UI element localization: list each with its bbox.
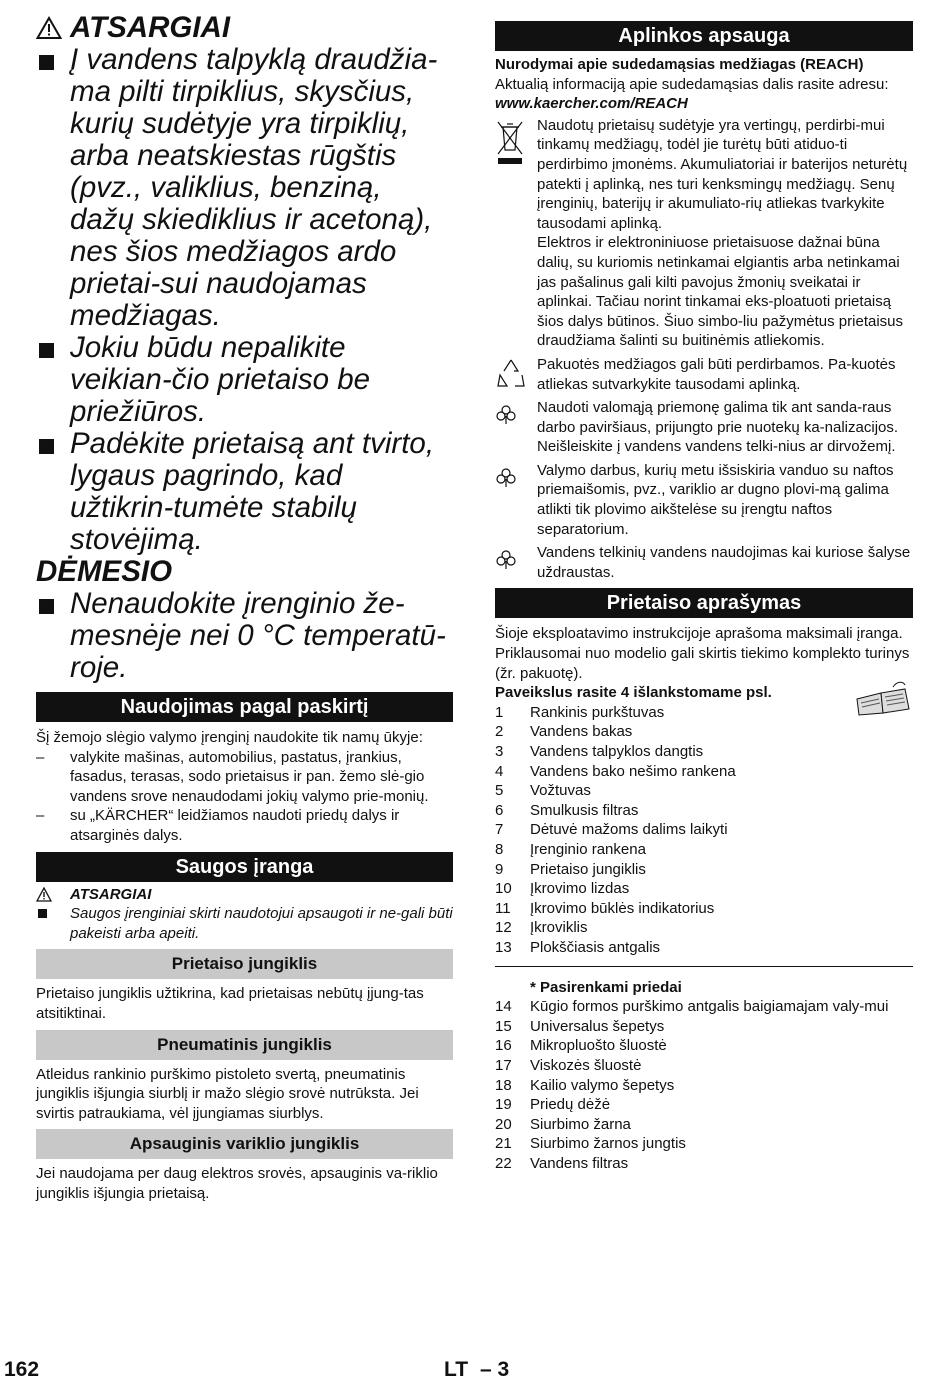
bullet-square-icon (39, 439, 54, 454)
reach-url: www.kaercher.com/REACH (495, 95, 688, 113)
bullet-square-icon (39, 343, 54, 358)
list-item: 14 Kūgio formos purškimo antgalis baigiamajam valy-mui (495, 998, 889, 1016)
bullet-square-icon (38, 909, 47, 918)
parts-list (495, 703, 913, 958)
list-item: 8 Įrenginio rankena (495, 840, 646, 858)
env-note: Naudoti valomąją priemonę galima tik ant sanda-raus darbo paviršiaus, prijungto prie nuotekų ka-nalizacijos. Neišleiskite į vandens vandens telki-nius ar dirvožemį. (495, 398, 913, 457)
motor-switch-text: Jei naudojama per daug elektros srovės, apsauginis va-riklio jungiklis išjungia prietaisą. (36, 1165, 438, 1202)
list-item: 3 Vandens talpyklos dangtis (495, 743, 704, 760)
motor-switch-heading: Apsauginis variklio jungiklis (36, 1129, 453, 1159)
device-switch-text: Prietaiso jungiklis užtikrina, kad prietaisas nebūtų įjung-tas atsitiktinai. (36, 985, 424, 1022)
pneumatic-switch-heading: Pneumatinis jungiklis (36, 1030, 453, 1060)
list-item: 12 Įkroviklis (495, 919, 588, 937)
environment-icon (495, 549, 517, 571)
list-item: 13 Plokščiasis antgalis (495, 938, 661, 956)
warning-title: ATSARGIAI (70, 11, 231, 44)
right-column (495, 21, 913, 1173)
divider (495, 966, 913, 967)
warning-heading (36, 12, 453, 44)
figure-reference (495, 683, 913, 703)
safety-warning-title: ATSARGIAI (70, 885, 152, 903)
caution-heading: DĖMESIO (36, 555, 173, 588)
environment-icon (495, 467, 517, 489)
warning-triangle-icon (36, 16, 62, 40)
caution-item: Nenaudokite įrenginio že-mesnėje nei 0 °C temperatū-roje. (36, 588, 453, 684)
warning-item: Jokiu būdu nepalikite veikian-čio prietaiso be priežiūros. (36, 332, 453, 428)
list-item: 21 Siurbimo žarnos jungtis (495, 1135, 686, 1153)
env-note: Vandens telkinių vandens naudojimas kai kuriose šalyse uždraustas. (495, 543, 913, 582)
optional-parts-list (495, 997, 913, 1173)
list-item: 11 Įkrovimo būklės indikatorius (495, 899, 715, 917)
device-switch-heading: Prietaiso jungiklis (36, 949, 453, 979)
intended-use-item: – valykite mašinas, automobilius, pastatus, įrankius, fasadus, terasas, sodo prietaisus ir pan. žemo slė-gio vandens srove nenaudodami jokių valymo prie-monių. (36, 748, 429, 805)
list-item: 19 Priedų dėžė (495, 1096, 611, 1114)
env-heading: Aplinkos apsauga (495, 21, 913, 51)
pneumatic-switch-text: Atleidus rankinio purškimo pistoleto svertą, pneumatinis jungiklis išjungia siurblį ir mažo slėgio srovė nutrūksta. Jei svirtis patraukiama, vėl įjungiamas siurblys. (36, 1065, 419, 1122)
list-item: 4 Vandens bako nešimo rankena (495, 762, 736, 780)
safety-heading: Saugos įranga (36, 852, 453, 882)
intended-use-heading: Naudojimas pagal paskirtį (36, 692, 453, 722)
environment-icon (495, 404, 517, 426)
recycling-icon (495, 357, 527, 389)
list-item: 9 Prietaiso jungiklis (495, 860, 646, 878)
list-item: 1 Rankinis purkštuvas (495, 703, 665, 721)
list-item: 15 Universalus šepetys (495, 1017, 665, 1035)
bullet-square-icon (39, 55, 54, 70)
disposal-note (495, 116, 913, 351)
figure-reference-text: Paveikslus rasite 4 išlankstomame psl. (495, 684, 772, 702)
intended-use-intro: Šį žemojo slėgio valymo įrenginį naudokite tik namų ūkyje: (36, 729, 423, 746)
list-item: 7 Dėtuvė mažoms dalims laikyti (495, 821, 728, 839)
reach-text: Aktualią informaciją apie sudedamąsias dalis rasite adresu: (495, 75, 889, 93)
list-item: 16 Mikropluošto šluostė (495, 1037, 667, 1055)
list-item: 22 Vandens filtras (495, 1154, 629, 1172)
description-intro: Šioje eksploatavimo instrukcijoje aprašoma maksimali įranga. Priklausomai nuo modelio gali skirtis tiekimo komplekto turinys (žr. pakuotę). (495, 625, 910, 682)
list-item: 2 Vandens bakas (495, 723, 633, 741)
warning-triangle-icon (36, 887, 52, 902)
intended-use-item: – su „KÄRCHER“ leidžiamos naudoti priedų dalys ir atsarginės dalys. (36, 807, 400, 844)
page-number: 162 (4, 1358, 40, 1381)
left-column (36, 12, 453, 1204)
env-note: Valymo darbus, kurių metu išsiskiria vanduo su naftos priemaišomis, pvz., variklio ar dugno plovi-mą galima atlikti tik plovimo aikštelėse su įrengtu naftos separatorium. (495, 461, 913, 539)
packaging-text: Pakuotės medžiagos gali būti perdirbamos. Pa-kuotės atliekas sutvarkykite tausodami aplinką. (537, 355, 896, 393)
safety-warning-text: Saugos įrenginiai skirti naudotojui apsaugoti ir ne-gali būti pakeisti arba apeiti. (70, 905, 453, 942)
warning-item: Į vandens talpyklą draudžia-ma pilti tirpiklius, skysčius, kurių sudėtyje yra tirpiklių, arba neatskiestas rūgštis (pvz., valiklius, benziną, dažų skiediklius ir acetoną), nes šios medžiagos ardo prietai-sui naudojamas medžiagas. (36, 44, 453, 332)
disposal-text: Naudotų prietaisų sudėtyje yra vertingų, perdirbi-mui tinkamų medžiagų, todėl jie turėtų būti atiduo-ti perdirbimo įmonėms. Akumuliatoriai ir baterijos neturėtų patekti į aplinką, nes turi kenksmingų medžiagų. Senų įrenginių, baterijų ir akumuliato-rių atliekas tvarkykite tausodami aplinką. (537, 116, 908, 232)
main-warning-block (36, 12, 453, 684)
language-code: LT (444, 1358, 469, 1381)
list-item: 6 Smulkusis filtras (495, 801, 639, 819)
list-item: 18 Kailio valymo šepetys (495, 1076, 675, 1094)
warning-item: Padėkite prietaisą ant tvirto, lygaus pagrindo, kad užtikrin-tumėte stabilų stovėjimą. (36, 428, 453, 556)
optional-title: * Pasirenkami priedai (530, 978, 682, 996)
section-page: – 3 (480, 1358, 510, 1381)
packaging-note (495, 355, 913, 394)
disposal-text-2: Elektros ir elektroniniuose prietaisuose dažnai būna dalių, su kuriomis netinkamai elgiantis arba netinkamai jas pašalinus gali kilti pavojus žmonių sveikatai ir aplinkai. Tačiau norint tinkamai eks-ploatuoti prietaisą šios dalys būtinos. Šiuo simbo-liu pažymėtus prietaisus draudžiama šalinti su buitinėmis atliekomis. (537, 234, 903, 350)
description-heading: Prietaiso aprašymas (495, 588, 913, 618)
reach-title: Nurodymai apie sudedamąsias medžiagas (REACH) (495, 56, 864, 73)
list-item: 17 Viskozės šluostė (495, 1056, 642, 1074)
list-item: 5 Vožtuvas (495, 782, 591, 800)
list-item: 20 Siurbimo žarna (495, 1115, 631, 1133)
foldout-book-icon (853, 681, 913, 717)
list-item: 10 Įkrovimo lizdas (495, 880, 630, 898)
bullet-square-icon (39, 599, 54, 614)
safety-warning (36, 885, 453, 944)
crossed-bin-icon (495, 118, 525, 168)
